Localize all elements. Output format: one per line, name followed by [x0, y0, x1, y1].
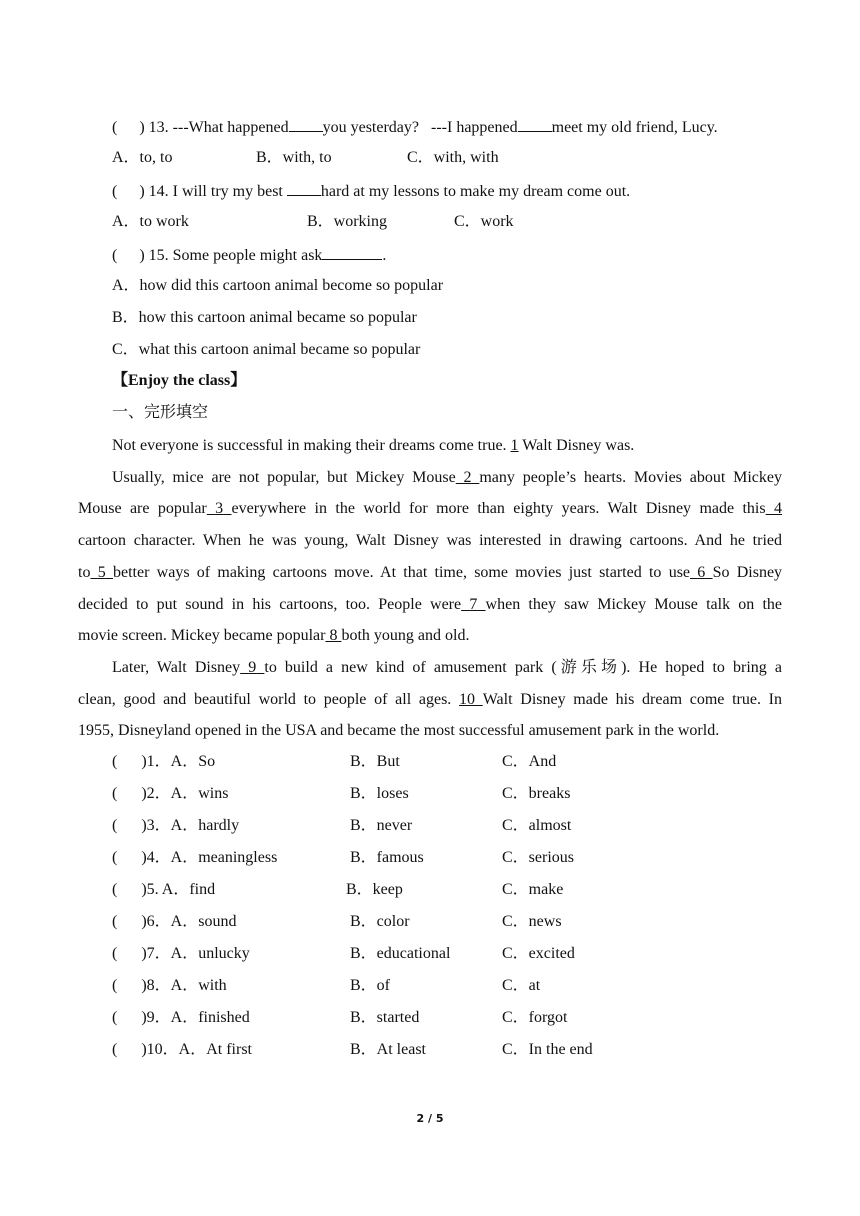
choice-9-a: ( )9．A．finished: [112, 1009, 250, 1026]
passage-line: decided to put sound in his cartoons, too. People were 7 when they saw Mickey Mouse talk on the: [78, 596, 783, 613]
choice-10-a: ( )10．A．At first: [112, 1041, 252, 1058]
choice-4-c: C．serious: [502, 849, 575, 866]
choice-8-c: C．at: [502, 977, 541, 994]
blank: [289, 116, 323, 132]
question-14-option-b: B．working: [307, 213, 388, 230]
blank: [518, 116, 552, 132]
blank-number: 4: [774, 500, 782, 517]
blank: [322, 244, 382, 260]
choice-7-b: B．educational: [350, 945, 451, 962]
answer-paren-open: (: [112, 119, 118, 136]
passage-line: Later, Walt Disney 9 to build a new kind of amusement park (游乐场). He hoped to bring a: [112, 659, 783, 676]
question-14-option-a: A．to work: [112, 213, 189, 230]
choice-1-c: C．And: [502, 753, 557, 770]
blank-number: 5: [97, 564, 106, 581]
blank-number: 8: [329, 627, 338, 644]
choice-5-c: C．make: [502, 881, 564, 898]
choice-4-b: B．famous: [350, 849, 424, 866]
question-13-option-a: A．to, to: [112, 149, 173, 166]
choice-3-a: ( )3．A．hardly: [112, 817, 240, 834]
question-15-option-c: C．what this cartoon animal became so popular: [112, 341, 421, 358]
passage-line: to 5 better ways of making cartoons move. At that time, some movies just started to use 6 So Disney: [78, 564, 783, 581]
blank-number: 2: [463, 469, 472, 486]
blank-number: 1: [510, 437, 519, 454]
choice-1-b: B．But: [350, 753, 400, 770]
choice-2-c: C．breaks: [502, 785, 571, 802]
passage-line: Usually, mice are not popular, but Mickey Mouse 2 many people’s hearts. Movies about Mickey: [112, 469, 782, 486]
choice-2-b: B．loses: [350, 785, 409, 802]
choice-3-c: C．almost: [502, 817, 572, 834]
blank-number: 9: [248, 659, 257, 676]
choice-6-b: B．color: [350, 913, 410, 930]
choice-1-a: ( )1．A．So: [112, 753, 216, 770]
question-13-option-b: B．with, to: [256, 149, 332, 166]
subsection-title: 一、完形填空: [112, 404, 209, 421]
choice-6-a: ( )6．A．sound: [112, 913, 237, 930]
choice-9-b: B．started: [350, 1009, 420, 1026]
question-15: ( ) 15. Some people might ask .: [112, 244, 386, 266]
choice-10-c: C．In the end: [502, 1041, 593, 1058]
blank-number: 6: [697, 564, 706, 581]
passage-line: Mouse are popular 3 everywhere in the world for more than eighty years. Walt Disney made this 4: [78, 500, 782, 517]
section-title: 【Enjoy the class】: [112, 372, 247, 389]
passage-line: clean, good and beautiful world to people of all ages. 10 Walt Disney made his dream come true. In: [78, 691, 783, 708]
passage-line: cartoon character. When he was young, Walt Disney was interested in drawing cartoons. And he tried: [78, 532, 782, 549]
question-13: ( ) 13. ---What happened you yesterday? ---I happened meet my old friend, Lucy.: [112, 116, 718, 138]
passage-line: 1955, Disneyland opened in the USA and became the most successful amusement park in the world.: [78, 722, 720, 739]
question-15-option-b: B．how this cartoon animal became so popular: [112, 309, 417, 326]
choice-10-b: B．At least: [350, 1041, 426, 1058]
choice-7-c: C．excited: [502, 945, 575, 962]
passage-line: movie screen. Mickey became popular 8 both young and old.: [78, 627, 470, 644]
choice-6-c: C．news: [502, 913, 562, 930]
choice-7-a: ( )7．A．unlucky: [112, 945, 250, 962]
choice-3-b: B．never: [350, 817, 413, 834]
choice-8-a: ( )8．A．with: [112, 977, 227, 994]
blank-number: 3: [215, 500, 224, 517]
question-number: 13.: [148, 119, 169, 136]
choice-5-a: ( )5. A．find: [112, 881, 216, 898]
passage-line: Not everyone is successful in making their dreams come true. 1 Walt Disney was.: [112, 437, 635, 454]
page-number: 2 / 5: [416, 1112, 444, 1125]
question-14-option-c: C．work: [454, 213, 514, 230]
choice-2-a: ( )2．A．wins: [112, 785, 229, 802]
question-13-option-c: C．with, with: [407, 149, 499, 166]
blank: [287, 180, 321, 196]
question-15-option-a: A．how did this cartoon animal become so popular: [112, 277, 444, 294]
choice-5-b: B．keep: [346, 881, 403, 898]
choice-9-c: C．forgot: [502, 1009, 568, 1026]
question-number: 14.: [148, 183, 169, 200]
blank-number: 10: [459, 691, 476, 708]
question-14: ( ) 14. I will try my best hard at my lessons to make my dream come out.: [112, 180, 630, 202]
choice-8-b: B．of: [350, 977, 391, 994]
choice-4-a: ( )4．A．meaningless: [112, 849, 278, 866]
blank-number: 7: [469, 596, 478, 613]
question-number: 15.: [148, 247, 169, 264]
